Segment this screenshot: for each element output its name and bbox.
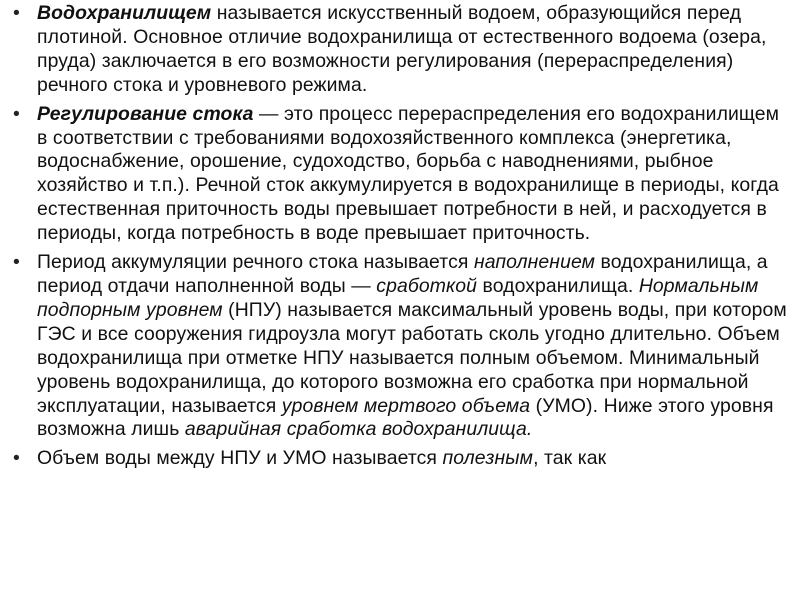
text-segment: , так как	[533, 447, 607, 470]
bullet-accumulation-period	[0, 251, 800, 442]
text-segment: (УМО). Ниже этого уровня возможна лишь	[37, 394, 774, 441]
bullet-dot-icon: •	[13, 102, 20, 125]
bullet-reservoir-definition	[0, 2, 800, 98]
text-segment: Период аккумуляции речного стока называется	[37, 251, 474, 274]
text-segment: Объем воды между НПУ и УМО называется	[37, 447, 443, 470]
text-segment: — это процесс перераспределения его водохранилищем в соответствии с требованиями водохозяйственного комплекса (энергетика, водоснабжение, орошение, судоходство, борьба с наводнениями, рыбное хозяйство и т.п.). Речной сток аккумулируется в водохранилище в периоды, когда естественная приточность воды превышает потребности в ней, и расходуется в периоды, когда потребность в воде превышает приточность.	[37, 102, 780, 245]
term-flow-regulation: Регулирование стока	[37, 102, 254, 125]
text-segment: называется искусственный водоем, образующийся перед плотиной. Основное отличие водохранилища от естественного водоема (озера, пруда) заключается в его возможности регулирования (перераспределения) речного стока и уровневого режима.	[37, 2, 767, 96]
bullet-list	[0, 2, 800, 476]
text-segment: водохранилища.	[477, 274, 639, 297]
text-segment: (НПУ) называется максимальный уровень воды, при котором ГЭС и все сооружения гидроузла могут работать сколь угодно длительно. Объем водохранилища при отметке НПУ называется полным объемом. Минимальный уровень водохранилища, до которого возможна его сработка при нормальной эксплуатации, называется	[37, 298, 787, 417]
term-reservoir: Водохранилищем	[37, 2, 212, 24]
text-segment: водохранилища, а период отдачи наполненной воды —	[37, 251, 768, 297]
term-dead-volume-level: уровнем мертвого объема	[281, 394, 531, 417]
term-normal-retention-level: Нормальным подпорным уровнем	[37, 274, 759, 321]
bullet-useful-volume	[0, 447, 800, 471]
term-useful: полезным	[442, 447, 534, 470]
term-drawdown: сработкой	[376, 274, 478, 297]
bullet-dot-icon: •	[13, 2, 20, 24]
bullet-dot-icon: •	[13, 251, 20, 274]
bullet-dot-icon: •	[13, 447, 20, 470]
term-filling: наполнением	[473, 251, 596, 274]
bullet-flow-regulation	[0, 103, 800, 246]
term-emergency-drawdown: аварийная сработка водохранилища.	[184, 418, 533, 441]
